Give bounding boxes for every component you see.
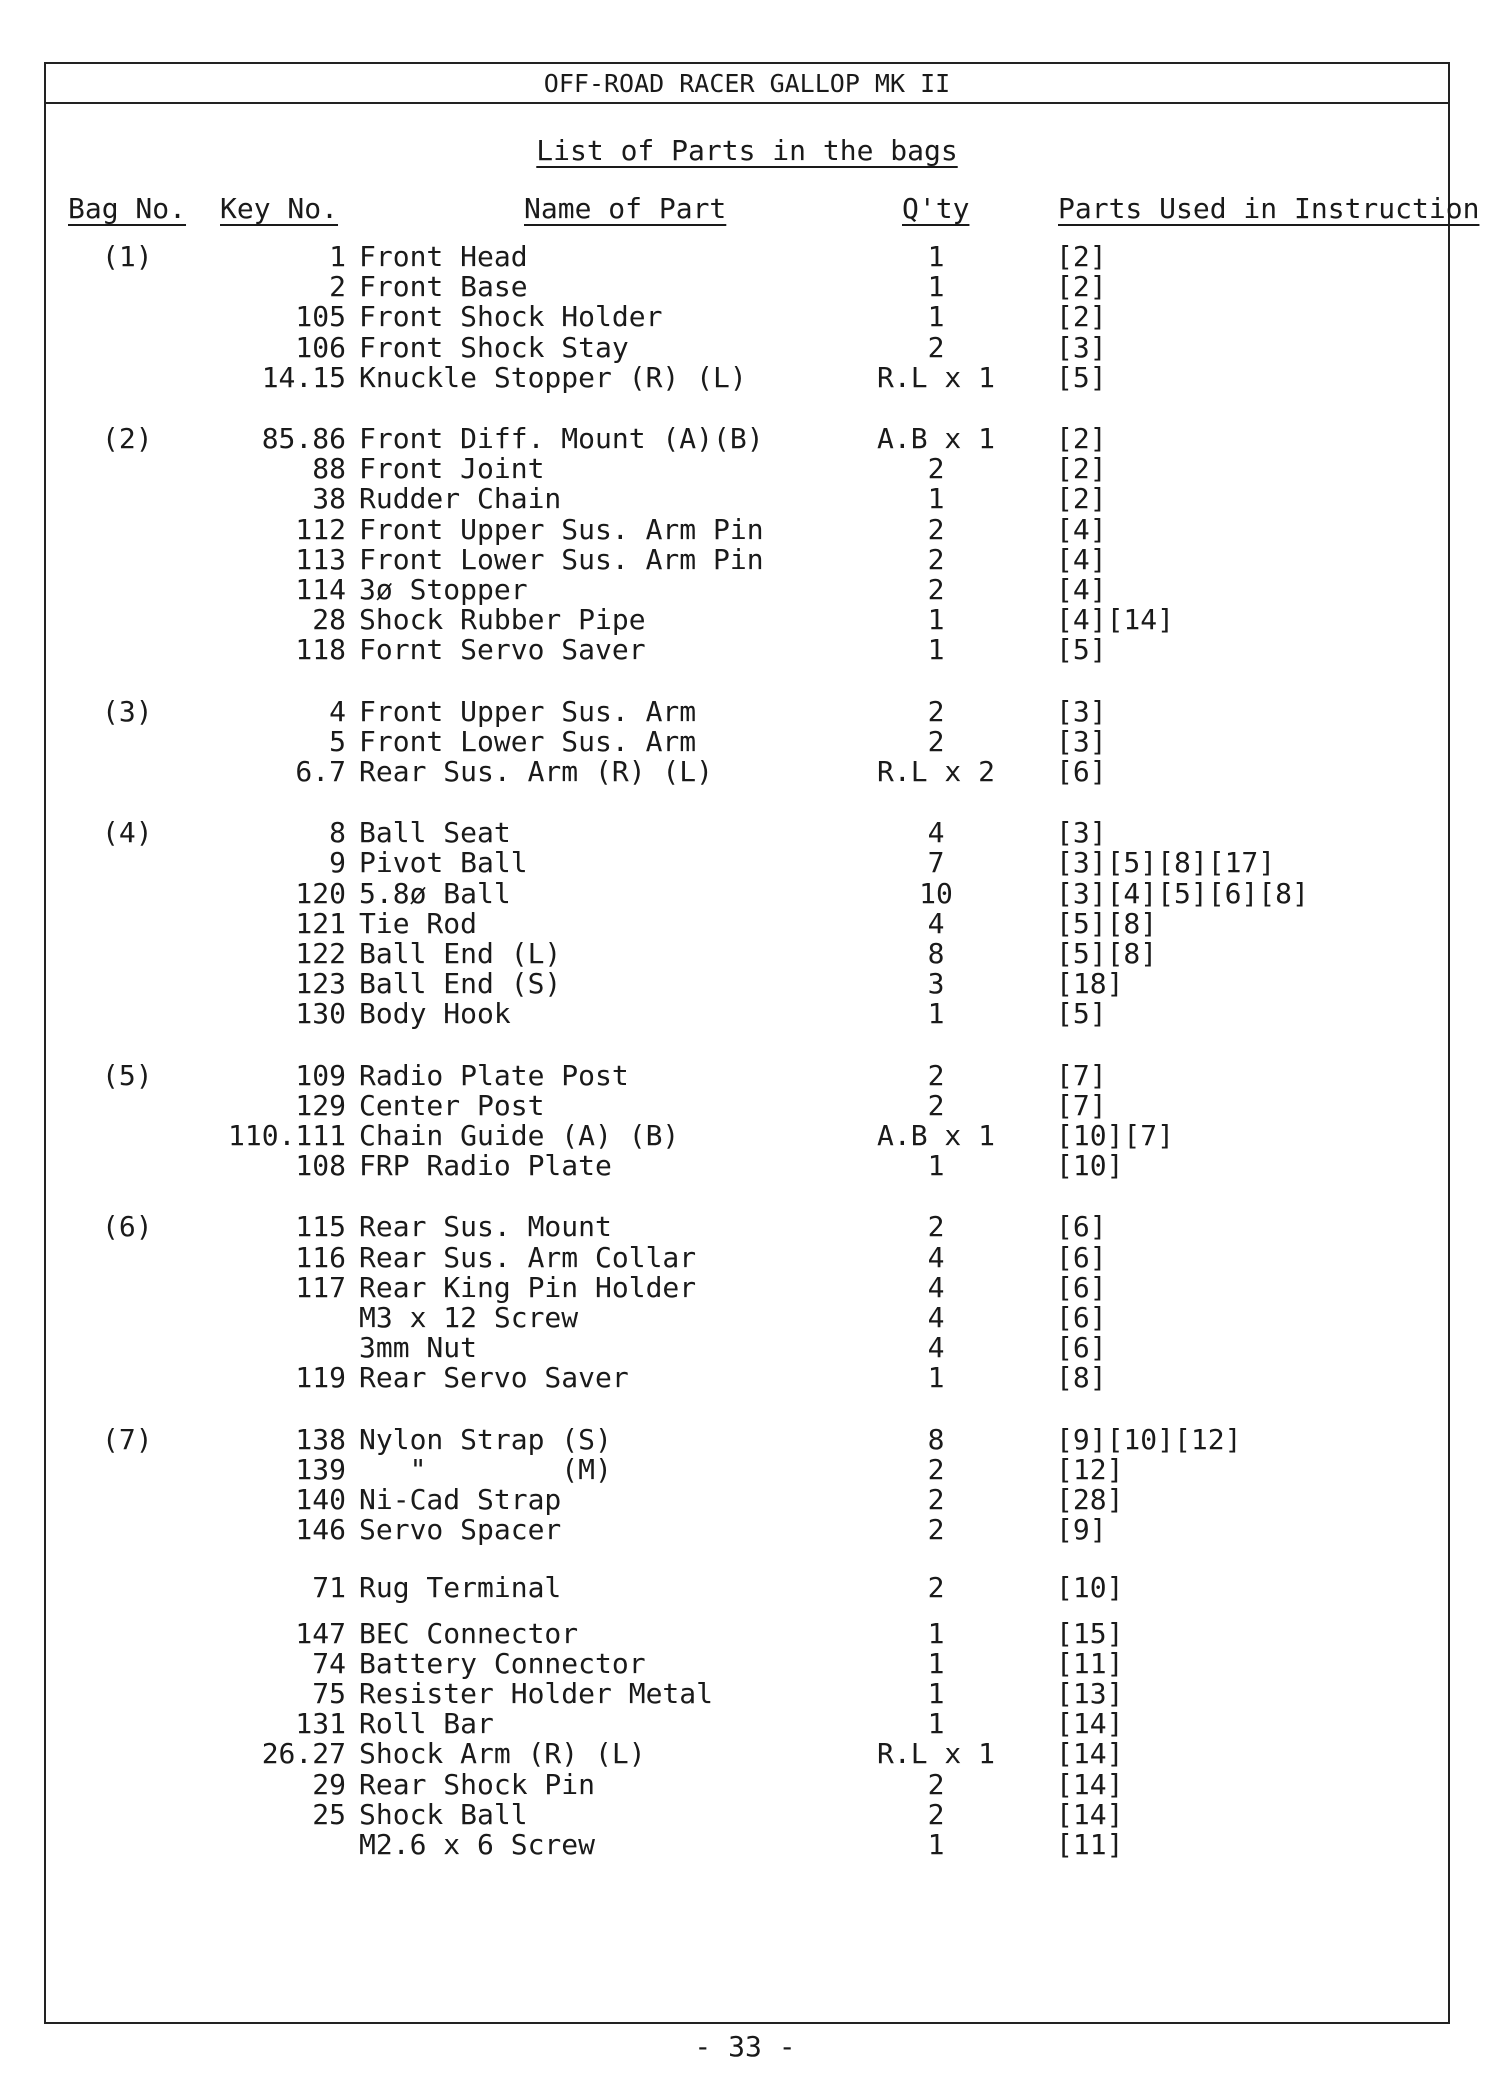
quantity: 8 bbox=[927, 1423, 945, 1456]
quantity: 4 bbox=[927, 1241, 945, 1274]
quantity: 2 bbox=[927, 1768, 945, 1801]
part-name: Front Shock Stay bbox=[359, 331, 629, 364]
part-name: Ni-Cad Strap bbox=[359, 1483, 562, 1516]
instruction-ref: [3] bbox=[1056, 725, 1107, 758]
table-row bbox=[46, 1617, 1448, 1650]
instruction-ref: [2] bbox=[1056, 422, 1107, 455]
part-name: Front Head bbox=[359, 240, 528, 273]
part-name: Rudder Chain bbox=[359, 482, 562, 515]
table-row bbox=[46, 725, 1448, 758]
quantity: 1 bbox=[927, 482, 945, 515]
part-name: Resister Holder Metal bbox=[359, 1677, 714, 1710]
instruction-ref: [14] bbox=[1056, 1798, 1124, 1831]
quantity: 2 bbox=[927, 543, 945, 576]
instruction-ref: [4] bbox=[1056, 513, 1107, 546]
key-number: 112 bbox=[295, 513, 346, 546]
table-row bbox=[46, 1647, 1448, 1680]
instruction-ref: [5] bbox=[1056, 361, 1107, 394]
table-row bbox=[46, 1423, 1448, 1456]
quantity: 1 bbox=[927, 1617, 945, 1650]
table-row bbox=[46, 422, 1448, 455]
table-row bbox=[46, 513, 1448, 546]
key-number: 140 bbox=[295, 1483, 346, 1516]
key-number: 108 bbox=[295, 1149, 346, 1182]
table-row bbox=[46, 1089, 1448, 1122]
key-number: 75 bbox=[312, 1677, 346, 1710]
part-name: 5.8ø Ball bbox=[359, 877, 511, 910]
key-number: 129 bbox=[295, 1089, 346, 1122]
column-header-bag: Bag No. bbox=[68, 192, 187, 225]
bag-number: (4) bbox=[102, 816, 153, 849]
key-number: 115 bbox=[295, 1210, 346, 1243]
quantity: 2 bbox=[927, 573, 945, 606]
instruction-ref: [12] bbox=[1056, 1453, 1124, 1486]
table-row bbox=[46, 603, 1448, 636]
part-name: Rear Sus. Arm Collar bbox=[359, 1241, 697, 1274]
instruction-ref: [6] bbox=[1056, 1301, 1107, 1334]
table-row bbox=[46, 1513, 1448, 1546]
table-row bbox=[46, 1241, 1448, 1274]
quantity: 4 bbox=[927, 1271, 945, 1304]
part-name: Front Joint bbox=[359, 452, 545, 485]
part-name: Front Lower Sus. Arm bbox=[359, 725, 697, 758]
part-name: Rug Terminal bbox=[359, 1571, 562, 1604]
bag-number: (7) bbox=[102, 1423, 153, 1456]
quantity: 1 bbox=[927, 300, 945, 333]
key-number: 74 bbox=[312, 1647, 346, 1680]
part-name: 3mm Nut bbox=[359, 1331, 478, 1364]
quantity: 8 bbox=[927, 937, 945, 970]
quantity: 1 bbox=[927, 1647, 945, 1680]
bag-number: (5) bbox=[102, 1059, 153, 1092]
instruction-ref: [11] bbox=[1056, 1647, 1124, 1680]
key-number: 138 bbox=[295, 1423, 346, 1456]
bag-number: (6) bbox=[102, 1210, 153, 1243]
part-name: FRP Radio Plate bbox=[359, 1149, 612, 1182]
key-number: 8 bbox=[329, 816, 346, 849]
instruction-ref: [10] bbox=[1056, 1571, 1124, 1604]
quantity: 3 bbox=[927, 967, 945, 1000]
key-number: 147 bbox=[295, 1617, 346, 1650]
table-row bbox=[46, 997, 1448, 1030]
list-title: List of Parts in the bags bbox=[536, 134, 958, 167]
table-row bbox=[46, 331, 1448, 364]
instruction-ref: [15] bbox=[1056, 1617, 1124, 1650]
part-name: Fornt Servo Saver bbox=[359, 633, 646, 666]
table-row bbox=[46, 1768, 1448, 1801]
table-row bbox=[46, 1828, 1448, 1861]
table-row bbox=[46, 1453, 1448, 1486]
key-number: 29 bbox=[312, 1768, 346, 1801]
instruction-ref: [2] bbox=[1056, 482, 1107, 515]
table-row bbox=[46, 1361, 1448, 1394]
part-name: Chain Guide (A) (B) bbox=[359, 1119, 680, 1152]
instruction-ref: [7] bbox=[1056, 1059, 1107, 1092]
key-number: 25 bbox=[312, 1798, 346, 1831]
table-row bbox=[46, 1483, 1448, 1516]
part-name: Shock Ball bbox=[359, 1798, 528, 1831]
key-number: 9 bbox=[329, 846, 346, 879]
key-number: 2 bbox=[329, 270, 346, 303]
key-number: 117 bbox=[295, 1271, 346, 1304]
quantity: 4 bbox=[927, 907, 945, 940]
quantity: 1 bbox=[927, 1149, 945, 1182]
quantity: 2 bbox=[927, 1210, 945, 1243]
quantity: 1 bbox=[927, 240, 945, 273]
instruction-ref: [5][8] bbox=[1056, 907, 1158, 940]
key-number: 146 bbox=[295, 1513, 346, 1546]
table-row bbox=[46, 361, 1448, 394]
quantity: A.B x 1 bbox=[876, 1119, 995, 1152]
instruction-ref: [9][10][12] bbox=[1056, 1423, 1242, 1456]
part-name: Rear Sus. Arm (R) (L) bbox=[359, 755, 714, 788]
key-number: 131 bbox=[295, 1707, 346, 1740]
table-row bbox=[46, 482, 1448, 515]
part-name: Battery Connector bbox=[359, 1647, 646, 1680]
key-number: 139 bbox=[295, 1453, 346, 1486]
bag-number: (2) bbox=[102, 422, 153, 455]
document-title: OFF-ROAD RACER GALLOP MK II bbox=[46, 64, 1448, 104]
instruction-ref: [4] bbox=[1056, 573, 1107, 606]
instruction-ref: [2] bbox=[1056, 452, 1107, 485]
table-row bbox=[46, 1571, 1448, 1604]
instruction-ref: [9] bbox=[1056, 1513, 1107, 1546]
quantity: 4 bbox=[927, 1301, 945, 1334]
part-name: Rear Sus. Mount bbox=[359, 1210, 612, 1243]
key-number: 116 bbox=[295, 1241, 346, 1274]
instruction-ref: [28] bbox=[1056, 1483, 1124, 1516]
table-row bbox=[46, 877, 1448, 910]
table-row bbox=[46, 633, 1448, 666]
instruction-ref: [3] bbox=[1056, 816, 1107, 849]
quantity: 2 bbox=[927, 1089, 945, 1122]
quantity: 7 bbox=[927, 846, 945, 879]
part-name: 3ø Stopper bbox=[359, 573, 528, 606]
instruction-ref: [6] bbox=[1056, 1331, 1107, 1364]
key-number: 5 bbox=[329, 725, 346, 758]
part-name: Radio Plate Post bbox=[359, 1059, 629, 1092]
quantity: 1 bbox=[927, 270, 945, 303]
key-number: 28 bbox=[312, 603, 346, 636]
key-number: 114 bbox=[295, 573, 346, 606]
part-name: Ball End (L) bbox=[359, 937, 562, 970]
part-name: Front Upper Sus. Arm Pin bbox=[359, 513, 764, 546]
key-number: 1 bbox=[329, 240, 346, 273]
quantity: 2 bbox=[927, 1483, 945, 1516]
quantity: 4 bbox=[927, 1331, 945, 1364]
instruction-ref: [3] bbox=[1056, 331, 1107, 364]
table-row bbox=[46, 846, 1448, 879]
quantity: 1 bbox=[927, 997, 945, 1030]
instruction-ref: [2] bbox=[1056, 240, 1107, 273]
table-row bbox=[46, 1798, 1448, 1831]
part-name: Tie Rod bbox=[359, 907, 478, 940]
column-header-key: Key No. bbox=[220, 192, 339, 225]
instruction-ref: [3] bbox=[1056, 695, 1107, 728]
key-number: 109 bbox=[295, 1059, 346, 1092]
instruction-ref: [5] bbox=[1056, 997, 1107, 1030]
quantity: 2 bbox=[927, 1059, 945, 1092]
page-frame bbox=[44, 62, 1480, 2024]
part-name: Nylon Strap (S) bbox=[359, 1423, 612, 1456]
part-name: Rear Shock Pin bbox=[359, 1768, 596, 1801]
quantity: 1 bbox=[927, 1707, 945, 1740]
table-row bbox=[46, 695, 1448, 728]
table-row bbox=[46, 967, 1448, 1000]
instruction-ref: [6] bbox=[1056, 1241, 1107, 1274]
bag-number: (1) bbox=[102, 240, 153, 273]
part-name: Ball End (S) bbox=[359, 967, 562, 1000]
quantity: 1 bbox=[927, 1677, 945, 1710]
instruction-ref: [6] bbox=[1056, 1210, 1107, 1243]
key-number: 113 bbox=[295, 543, 346, 576]
page-number: - 33 - bbox=[694, 2030, 796, 2063]
key-number: 105 bbox=[295, 300, 346, 333]
instruction-ref: [3][4][5][6][8] bbox=[1056, 877, 1309, 910]
quantity: R.L x 1 bbox=[876, 361, 995, 394]
table-row bbox=[46, 1707, 1448, 1740]
key-number: 118 bbox=[295, 633, 346, 666]
part-name: Front Upper Sus. Arm bbox=[359, 695, 697, 728]
part-name: Front Diff. Mount (A)(B) bbox=[359, 422, 764, 455]
instruction-ref: [10] bbox=[1056, 1149, 1124, 1182]
column-header-instruction: Parts Used in Instruction bbox=[1058, 192, 1480, 225]
part-name: Pivot Ball bbox=[359, 846, 528, 879]
key-number: 110.111 bbox=[227, 1119, 346, 1152]
instruction-ref: [2] bbox=[1056, 270, 1107, 303]
part-name: Front Shock Holder bbox=[359, 300, 663, 333]
quantity: 1 bbox=[927, 633, 945, 666]
key-number: 123 bbox=[295, 967, 346, 1000]
part-name: Rear King Pin Holder bbox=[359, 1271, 697, 1304]
quantity: 4 bbox=[927, 816, 945, 849]
quantity: 2 bbox=[927, 1513, 945, 1546]
instruction-ref: [6] bbox=[1056, 1271, 1107, 1304]
instruction-ref: [18] bbox=[1056, 967, 1124, 1000]
part-name: Knuckle Stopper (R) (L) bbox=[359, 361, 747, 394]
key-number: 6.7 bbox=[295, 755, 346, 788]
column-header-qty: Q'ty bbox=[902, 192, 970, 225]
table-row bbox=[46, 1301, 1448, 1334]
table-row bbox=[46, 1119, 1448, 1152]
key-number: 26.27 bbox=[261, 1737, 346, 1770]
part-name: " (M) bbox=[359, 1453, 612, 1486]
instruction-ref: [5][8] bbox=[1056, 937, 1158, 970]
table-row bbox=[46, 270, 1448, 303]
table-row bbox=[46, 1149, 1448, 1182]
table-row bbox=[46, 1271, 1448, 1304]
instruction-ref: [8] bbox=[1056, 1361, 1107, 1394]
instruction-ref: [4][14] bbox=[1056, 603, 1175, 636]
quantity: 10 bbox=[919, 877, 953, 910]
key-number: 38 bbox=[312, 482, 346, 515]
instruction-ref: [14] bbox=[1056, 1707, 1124, 1740]
bag-number: (3) bbox=[102, 695, 153, 728]
table-row bbox=[46, 240, 1448, 273]
table-row bbox=[46, 1677, 1448, 1710]
quantity: 1 bbox=[927, 1361, 945, 1394]
key-number: 88 bbox=[312, 452, 346, 485]
quantity: R.L x 1 bbox=[876, 1737, 995, 1770]
table-row bbox=[46, 543, 1448, 576]
key-number: 71 bbox=[312, 1571, 346, 1604]
part-name: Shock Rubber Pipe bbox=[359, 603, 646, 636]
instruction-ref: [3][5][8][17] bbox=[1056, 846, 1276, 879]
table-row bbox=[46, 573, 1448, 606]
table-row bbox=[46, 1059, 1448, 1092]
table-row bbox=[46, 816, 1448, 849]
quantity: 2 bbox=[927, 513, 945, 546]
table-row bbox=[46, 1737, 1448, 1770]
quantity: 1 bbox=[927, 603, 945, 636]
table-row bbox=[46, 1210, 1448, 1243]
table-row bbox=[46, 452, 1448, 485]
key-number: 85.86 bbox=[261, 422, 346, 455]
table-row bbox=[46, 1331, 1448, 1364]
key-number: 119 bbox=[295, 1361, 346, 1394]
instruction-ref: [2] bbox=[1056, 300, 1107, 333]
part-name: Roll Bar bbox=[359, 1707, 494, 1740]
instruction-ref: [13] bbox=[1056, 1677, 1124, 1710]
key-number: 122 bbox=[295, 937, 346, 970]
quantity: 2 bbox=[927, 452, 945, 485]
instruction-ref: [10][7] bbox=[1056, 1119, 1175, 1152]
part-name: Ball Seat bbox=[359, 816, 511, 849]
table-row bbox=[46, 907, 1448, 940]
instruction-ref: [14] bbox=[1056, 1768, 1124, 1801]
table-row bbox=[46, 755, 1448, 788]
quantity: 2 bbox=[927, 1571, 945, 1604]
quantity: 2 bbox=[927, 331, 945, 364]
key-number: 120 bbox=[295, 877, 346, 910]
table-row bbox=[46, 300, 1448, 333]
part-name: M3 x 12 Screw bbox=[359, 1301, 579, 1334]
part-name: Center Post bbox=[359, 1089, 545, 1122]
instruction-ref: [14] bbox=[1056, 1737, 1124, 1770]
instruction-ref: [11] bbox=[1056, 1828, 1124, 1861]
quantity: A.B x 1 bbox=[876, 422, 995, 455]
key-number: 130 bbox=[295, 997, 346, 1030]
key-number: 14.15 bbox=[261, 361, 346, 394]
quantity: 2 bbox=[927, 1798, 945, 1831]
instruction-ref: [4] bbox=[1056, 543, 1107, 576]
part-name: Front Lower Sus. Arm Pin bbox=[359, 543, 764, 576]
part-name: Front Base bbox=[359, 270, 528, 303]
quantity: R.L x 2 bbox=[876, 755, 995, 788]
quantity: 2 bbox=[927, 725, 945, 758]
instruction-ref: [7] bbox=[1056, 1089, 1107, 1122]
quantity: 2 bbox=[927, 1453, 945, 1486]
part-name: Shock Arm (R) (L) bbox=[359, 1737, 646, 1770]
column-header-name: Name of Part bbox=[524, 192, 727, 225]
part-name: M2.6 x 6 Screw bbox=[359, 1828, 596, 1861]
part-name: Body Hook bbox=[359, 997, 511, 1030]
part-name: BEC Connector bbox=[359, 1617, 579, 1650]
key-number: 121 bbox=[295, 907, 346, 940]
instruction-ref: [5] bbox=[1056, 633, 1107, 666]
quantity: 2 bbox=[927, 695, 945, 728]
table-row bbox=[46, 937, 1448, 970]
part-name: Rear Servo Saver bbox=[359, 1361, 629, 1394]
quantity: 1 bbox=[927, 1828, 945, 1861]
instruction-ref: [6] bbox=[1056, 755, 1107, 788]
key-number: 4 bbox=[329, 695, 346, 728]
part-name: Servo Spacer bbox=[359, 1513, 562, 1546]
key-number: 106 bbox=[295, 331, 346, 364]
